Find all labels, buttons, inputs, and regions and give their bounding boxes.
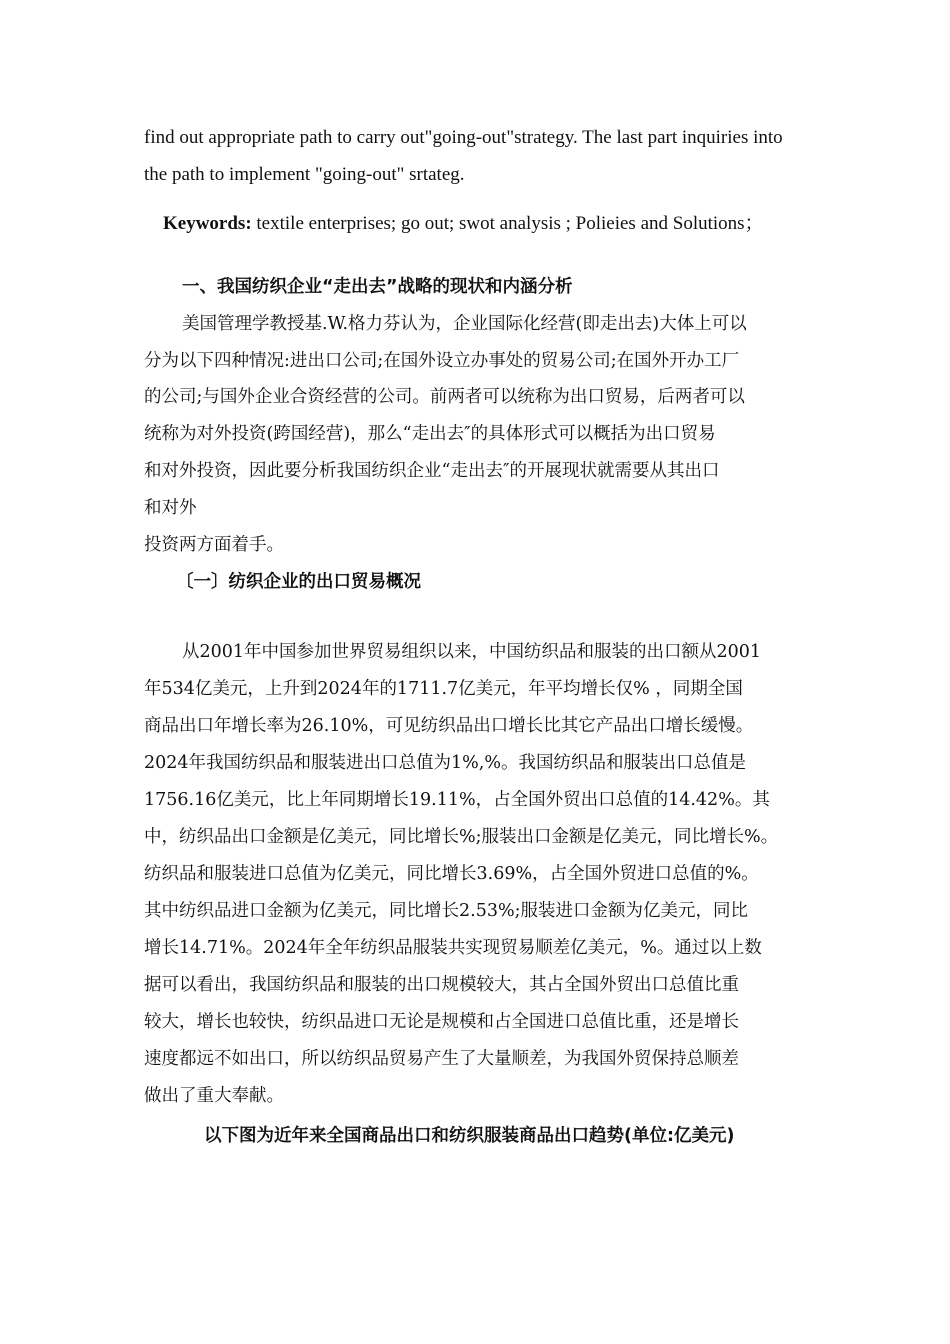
paragraph-line: 速度都远不如出口，所以纺织品贸易产生了大量顺差，为我国外贸保持总顺差 <box>144 1049 739 1069</box>
paragraph-line: 的公司;与国外企业合资经营的公司。前两者可以统称为出口贸易，后两者可以 <box>144 387 745 407</box>
paragraph-line: 做出了重大奉献。 <box>144 1086 284 1106</box>
paragraph-line: 增长14.71%。2024年全年纺织品服装共实现贸易顺差亿美元，%。通过以上数 <box>144 938 762 958</box>
keywords-text: textile enterprises; go out; swot analysis ; Polieies and Solutions； <box>251 213 764 234</box>
paragraph-line: 较大，增长也较快，纺织品进口无论是规模和占全国进口总值比重，还是增长 <box>144 1012 739 1032</box>
subsection-heading: 〔一〕纺织企业的出口贸易概况 <box>176 572 421 592</box>
paragraph-line: 投资两方面着手。 <box>144 535 284 555</box>
paragraph-line: 和对外投资，因此要分析我国纺织企业“走出去″的开展现状就需要从其出口 <box>144 461 720 481</box>
paragraph-line: 统称为对外投资(跨国经营)，那么“走出去″的具体形式可以概括为出口贸易 <box>144 424 716 444</box>
section-heading: 一、我国纺织企业“走出去”战略的现状和内涵分析 <box>182 277 573 297</box>
paragraph-line: 从2001年中国参加世界贸易组织以来，中国纺织品和服装的出口额从2001 <box>182 642 762 662</box>
paragraph-line: 分为以下四种情况:进出口公司;在国外设立办事处的贸易公司;在国外开办工厂 <box>144 351 740 371</box>
paragraph-line: 商品出口年增长率为26.10%，可见纺织品出口增长比其它产品出口增长缓慢。 <box>144 716 754 736</box>
paragraph-line: 其中纺织品进口金额为亿美元，同比增长2.53%;服装进口金额为亿美元，同比 <box>144 901 748 921</box>
paragraph-line: 和对外 <box>144 498 197 518</box>
paragraph-line: 1756.16亿美元，比上年同期增长19.11%，占全国外贸出口总值的14.42%。其 <box>144 790 770 810</box>
paragraph-line: 美国管理学教授基.W.格力芬认为，企业国际化经营(即走出去)大体上可以 <box>182 314 747 334</box>
paragraph-line: 年534亿美元，上升到2024年的1711.7亿美元，年平均增长仅% ，同期全国 <box>144 679 743 699</box>
keywords-line <box>163 212 764 236</box>
paragraph-line: 中，纺织品出口金额是亿美元，同比增长%;服装出口金额是亿美元，同比增长%。 <box>144 827 779 847</box>
keywords-label: Keywords: <box>163 213 252 234</box>
paragraph-line: 据可以看出，我国纺织品和服装的出口规模较大，其占全国外贸出口总值比重 <box>144 975 739 995</box>
paragraph-line: 2024年我国纺织品和服装进出口总值为1%,%。我国纺织品和服装出口总值是 <box>144 753 746 773</box>
figure-caption: 以下图为近年来全国商品出口和纺织服装商品出口趋势(单位:亿美元) <box>204 1126 735 1146</box>
abstract-line-2: the path to implement "going-out" srtateg. <box>144 164 465 185</box>
paragraph-line: 纺织品和服装进口总值为亿美元，同比增长3.69%，占全国外贸进口总值的%。 <box>144 864 759 884</box>
abstract-line-1: find out appropriate path to carry out"going-out"strategy. The last part inquiries into <box>144 127 783 148</box>
